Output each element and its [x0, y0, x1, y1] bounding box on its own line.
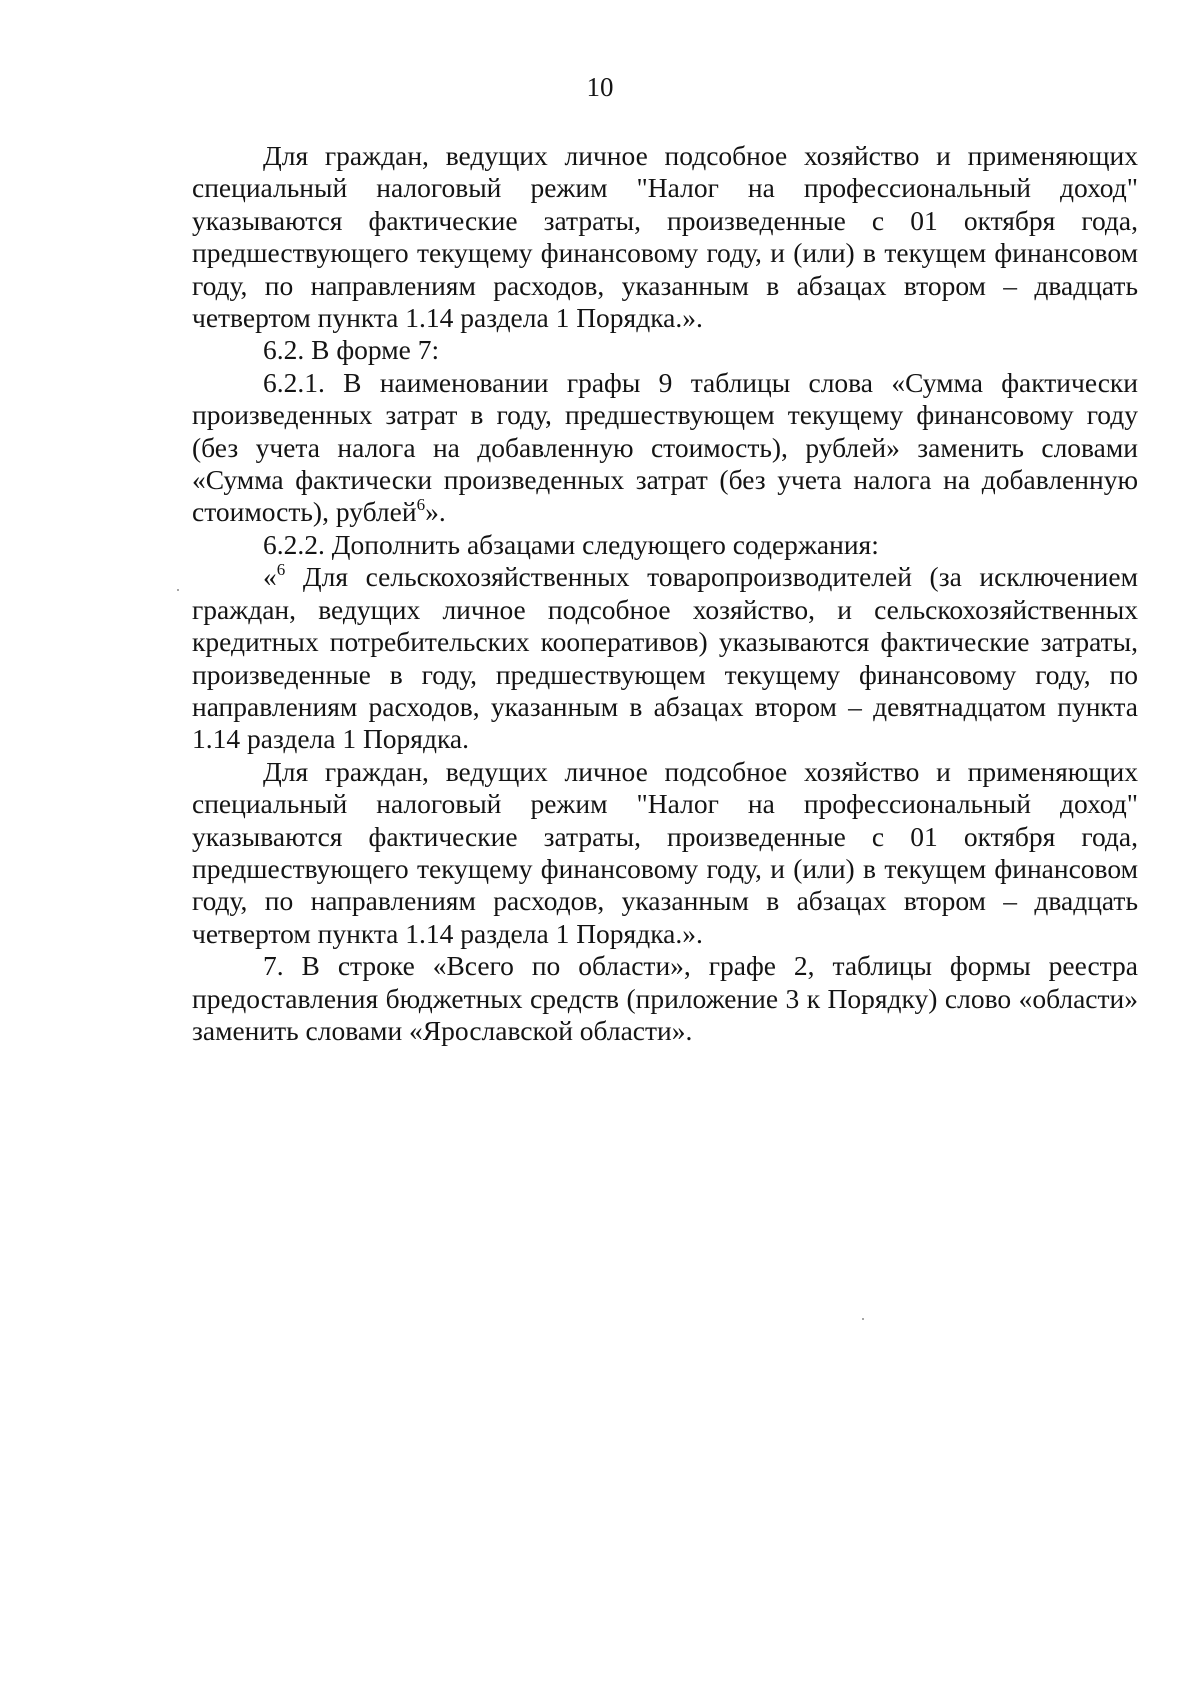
paragraph-6-2-1 — [192, 367, 1138, 529]
paragraph-6-2: 6.2. В форме 7: — [263, 334, 440, 366]
paragraph-6-2-1-closing: ». — [425, 496, 446, 528]
scan-speck — [177, 589, 179, 591]
opening-quote: « — [263, 561, 277, 593]
paragraph-footnote-6 — [192, 561, 1138, 755]
paragraph-6-2-2: 6.2.2. Дополнить абзацами следующего содержания: — [263, 528, 879, 560]
paragraph-7: 7. В строке «Всего по области», графе 2, таблицы формы реестра предоставления бюджетных средств (приложение 3 к Порядку) слово «области» заменить словами «Ярославской области». — [192, 950, 1138, 1046]
paragraph-footnote-6-text: Для сельскохозяйственных товаропроизводителей (за исключением граждан, ведущих личное подсобное хозяйство, и сельскохозяйственных кредитных потребительских кооперативов) указываются фактические затраты, произведенные в году, предшествующем текущему финансовому году, по направлениям расходов, указанным в абзацах втором – девятнадцатом пункта 1.14 раздела 1 Порядка. — [192, 561, 1138, 755]
footnote-mark: 6 — [276, 560, 286, 580]
document-body — [192, 140, 1138, 1047]
paragraph-citizens-expenses-1: Для граждан, ведущих личное подсобное хозяйство и применяющих специальный налоговый режим "Налог на профессиональный доход" указываются фактические затраты, произведенные с 01 октября года, предшествующего текущему финансовому году, и (или) в текущем финансовом году, по направлениям расходов, указанным в абзацах втором – двадцать четвертом пункта 1.14 раздела 1 Порядка.». — [192, 140, 1138, 334]
scan-speck — [862, 1318, 864, 1320]
page-number: 10 — [586, 72, 614, 102]
paragraph-citizens-expenses-2: Для граждан, ведущих личное подсобное хозяйство и применяющих специальный налоговый режим "Налог на профессиональный доход" указываются фактические затраты, произведенные с 01 октября года, предшествующего текущему финансовому году, и (или) в текущем финансовом году, по направлениям расходов, указанным в абзацах втором – двадцать четвертом пункта 1.14 раздела 1 Порядка.». — [192, 755, 1138, 949]
paragraph-6-2-1-text: 6.2.1. В наименовании графы 9 таблицы слова «Сумма фактически произведенных затрат в году, предшествующем текущему финансовому году (без учета налога на добавленную стоимость), рублей» заменить словами «Сумма фактически произведенных затрат (без учета налога на добавленную стоимость), рублей — [192, 366, 1138, 528]
footnote-mark: 6 — [416, 495, 426, 515]
